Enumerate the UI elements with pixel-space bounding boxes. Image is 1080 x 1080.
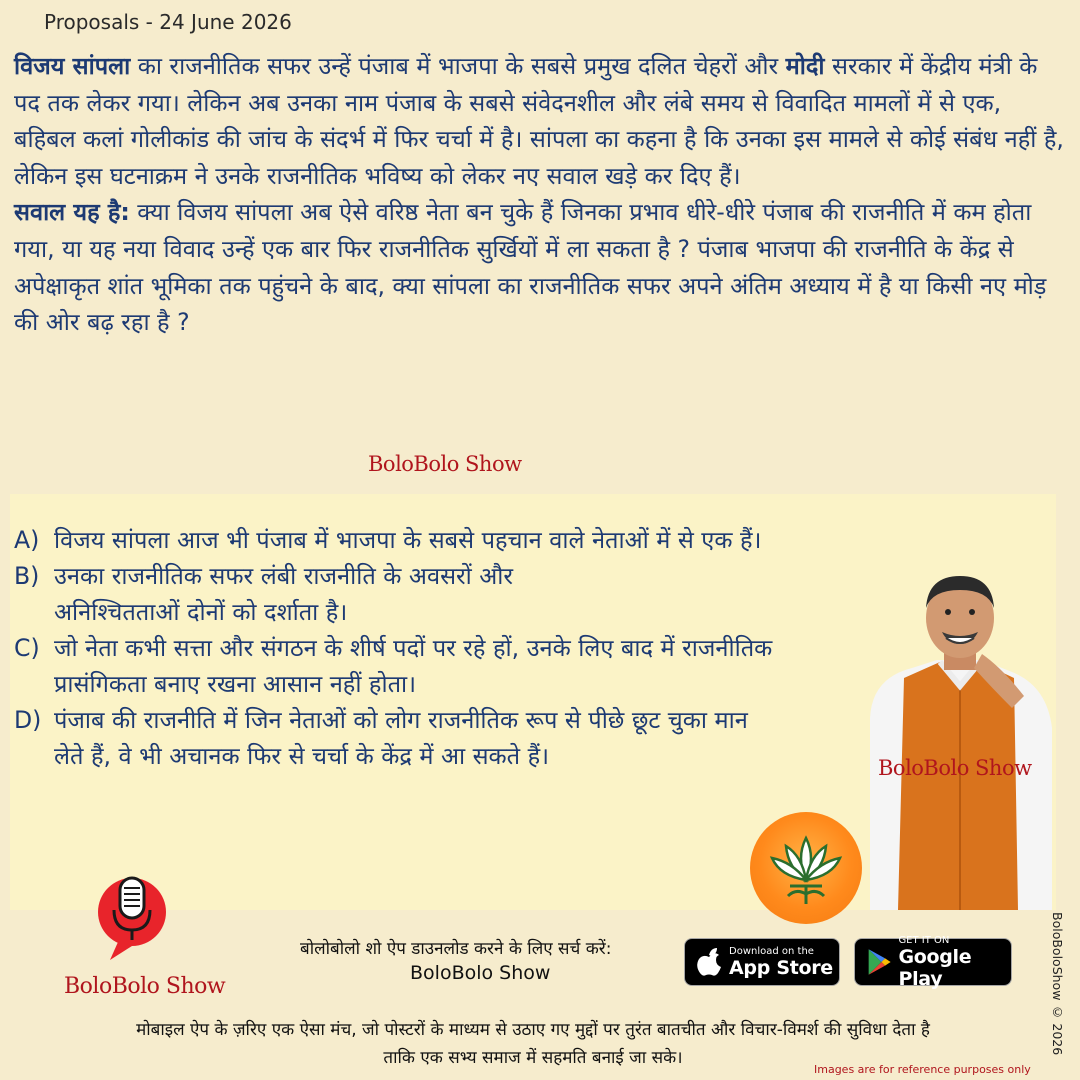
footer-line-1: मोबाइल ऐप के ज़रिए एक ऐसा मंच, जो पोस्टरों के माध्यम से उठाए गए मुद्दों पर तुरंत बातचीत और विचार-विमर्श की सुविधा देता है (136, 1020, 930, 1040)
option-text: पंजाब की राजनीति में जिन नेताओं को लोग राजनीतिक रूप से पीछे छूट चुका मान लेते हैं, वे भी अचानक फिर से चर्चा के केंद्र में आ सकते हैं। (54, 706, 748, 770)
brand-logo-text: BoloBolo Show (64, 974, 226, 999)
option-letter: B) (14, 562, 40, 590)
intro-text-1: का राजनीतिक सफर उन्हें पंजाब में भाजपा के सबसे प्रमुख दलित चेहरों और (130, 52, 786, 80)
option-text: विजय सांपला आज भी पंजाब में भाजपा के सबसे पहचान वाले नेताओं में से एक हैं। (54, 526, 762, 554)
app-store-button[interactable] (684, 938, 840, 986)
google-play-icon (865, 946, 892, 978)
page-header: Proposals - 24 June 2026 (44, 10, 292, 34)
intro-paragraph (14, 48, 1066, 341)
option-b[interactable] (14, 558, 814, 630)
question-label: सवाल यह है: (14, 198, 130, 227)
option-text: जो नेता कभी सत्ता और संगठन के शीर्ष पदों पर रहे हों, उनके लिए बाद में राजनीतिक प्रासंगिकता बनाए रखना आसान नहीं होता। (54, 634, 773, 698)
download-search-term: BoloBolo Show (410, 962, 551, 984)
lotus-icon (766, 828, 846, 908)
app-store-small: Download on the (729, 945, 814, 957)
option-a[interactable] (14, 522, 814, 558)
option-letter: A) (14, 526, 40, 554)
options-list (14, 522, 814, 774)
option-d[interactable] (14, 702, 814, 774)
option-text: उनका राजनीतिक सफर लंबी राजनीति के अवसरों और अनिश्चितताओं दोनों को दर्शाता है। (54, 562, 514, 626)
disclaimer-text: Images are for reference purposes only (814, 1063, 1031, 1076)
leader-portrait (862, 568, 1058, 910)
bjp-lotus-emblem (750, 812, 862, 924)
portrait-watermark: BoloBolo Show (878, 756, 1032, 780)
intro-text-2: सरकार में केंद्रीय मंत्री के पद तक लेकर गया। लेकिन अब उनका नाम पंजाब के सबसे संवेदनशील और लंबे समय से विवादित मामलों में से एक, बहिबल कलां गोलीकांड की जांच के संदर्भ में फिर चर्चा में है। सांपला का कहना है कि उनका इस मामले से कोई संबंध नहीं है, लेकिन इस घटनाक्रम ने उनके राजनीतिक भविष्य को लेकर नए सवाल खड़े कर दिए हैं। (14, 52, 1064, 190)
footer-line-2: ताकि एक सभ्य समाज में सहमति बनाई जा सके। (383, 1048, 683, 1068)
modi-highlight: मोदी (785, 52, 825, 80)
microphone-icon (96, 872, 168, 962)
google-play-button[interactable] (854, 934, 1012, 990)
option-letter: D) (14, 706, 42, 734)
option-c[interactable] (14, 630, 814, 702)
app-store-label: App Store (729, 956, 833, 979)
watermark-text: BoloBolo Show (368, 452, 522, 476)
apple-icon (695, 946, 723, 978)
download-instruction: बोलोबोलो शो ऐप डाउनलोड करने के लिए सर्च करें: (300, 939, 612, 959)
question-text: क्या विजय सांपला अब ऐसे वरिष्ठ नेता बन चुके हैं जिनका प्रभाव धीरे-धीरे पंजाब की राजनीति में कम होता गया, या यह नया विवाद उन्हें एक बार फिर राजनीतिक सुर्खियों में ला सकता है ? पंजाब भाजपा की राजनीति के केंद्र से अपेक्षाकृत शांत भूमिका तक पहुंचने के बाद, क्या सांपला का राजनीतिक सफर अपने अंतिम अध्याय में है या किसी नए मोड़ की ओर बढ़ रहा है ? (14, 198, 1047, 337)
copyright-text: BoloBoloShow © 2026 (1050, 912, 1065, 1056)
name-highlight: विजय सांपला (14, 52, 131, 80)
google-play-label: Google Play (898, 945, 972, 990)
google-play-small: GET IT ON (898, 934, 950, 946)
option-letter: C) (14, 634, 40, 662)
